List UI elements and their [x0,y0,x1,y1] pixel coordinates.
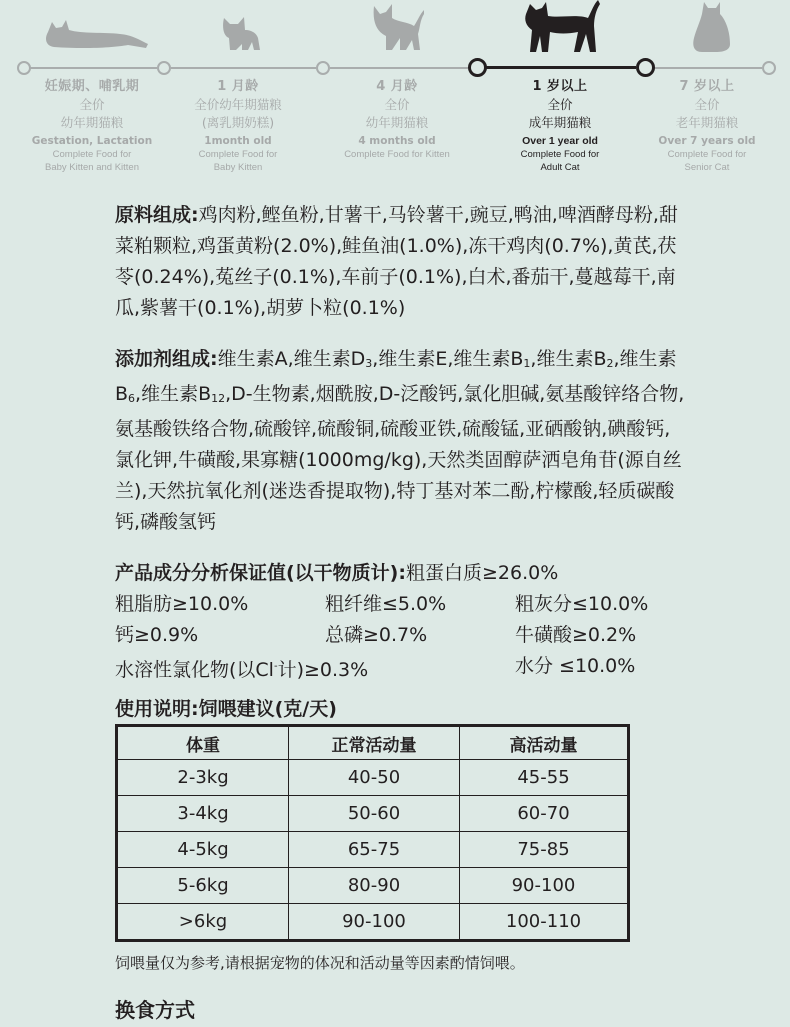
column-header: 高活动量 [460,726,629,760]
additives-text: 维生素A,维生素D [217,348,366,370]
stage-title: 妊娠期、哺乳期 [44,79,140,94]
table-cell: 90-100 [460,868,629,904]
additives-text: ,维生素B [115,348,677,405]
analysis-value: 水分 ≤10.0% [515,655,636,677]
stage-en-title: Over 7 years old [658,135,756,147]
analysis-row [115,620,715,651]
analysis-value: 总磷≥0.7% [325,624,428,646]
adult-cat-icon [522,0,602,54]
stage-sub: 全价 [547,97,573,112]
table-cell: 50-60 [289,796,460,832]
subscript: 6 [128,392,136,405]
analysis-row [115,651,715,686]
stage-en: Complete Food for [198,149,278,160]
stage-en-title: 4 months old [358,135,436,147]
stage-sub: 全价 [384,97,410,112]
timeline-dot-6 [762,61,776,75]
stage-en-title: 1month old [204,135,272,147]
stage-en: Senior Cat [684,162,730,173]
analysis-protein: 粗蛋白质≥26.0% [405,562,559,584]
column-header: 体重 [117,726,289,760]
additives-text: ,维生素E,维生素B [372,348,524,370]
stage-en: Complete Food for Kitten [344,149,450,160]
stage-en: Complete Food for [667,149,747,160]
table-cell: 45-55 [460,760,629,796]
table-header-row [117,726,629,760]
baby-kitten-icon [220,14,262,52]
timeline-dot-3 [316,61,330,75]
stage-title: 1 月龄 [217,79,259,94]
switch-food-heading: 换食方式 [115,998,195,1022]
additives-label: 添加剂组成: [115,348,218,370]
additives-text: ,D-生物素,烟酰胺,D-泛酸钙,氯化胆碱,氨基酸锌络合物,氨基酸铁络合物,硫酸锌,硫酸铜,硫酸亚铁,硫酸锰,亚硒酸钠,碘酸钙,氯化钾,牛磺酸,果寡糖(1000mg/kg),天然类固醇萨洒皂角苷(源自丝兰),天然抗氧化剂(迷迭香提取物),特丁基对苯二酚,柠檬酸,轻质碳酸钙,磷酸氢钙 [115,383,685,533]
analysis-row [115,589,715,620]
superscript: - [273,661,278,672]
stage-sub: 幼年期猫粮 [365,115,429,130]
stage-title: 7 岁以上 [679,79,735,94]
kitten-icon [362,2,426,52]
table-row [117,832,629,868]
stage-sub: 幼年期猫粮 [60,115,124,130]
table-cell: 5-6kg [117,868,289,904]
analysis-section [115,558,715,686]
feeding-table [115,724,630,942]
subscript: 12 [211,392,226,405]
table-cell: 40-50 [289,760,460,796]
analysis-value: 牛磺酸≥0.2% [515,624,637,646]
table-cell: 2-3kg [117,760,289,796]
stage-1-month [163,78,313,174]
additives-text: ,维生素B [135,383,212,405]
stage-en-title: Gestation, Lactation [31,135,153,147]
feeding-title: 使用说明:饲喂建议(克/天) [115,698,337,720]
subscript: 3 [365,357,373,370]
table-cell: 80-90 [289,868,460,904]
stage-title: 4 月龄 [376,79,418,94]
lying-cat-icon [42,12,152,52]
stage-gestation [17,78,167,174]
stage-en: Complete Food for [52,149,132,160]
switch-food-section [115,994,685,1023]
analysis-value [115,651,515,686]
ingredients-text: 鸡肉粉,鲣鱼粉,甘薯干,马铃薯干,豌豆,鸭油,啤酒酵母粉,甜菜粕颗粒,鸡蛋黄粉(2.0%),鲑鱼油(1.0%),冻干鸡肉(0.7%),黄芪,茯苓(0.24%),菟丝子(0.1%),车前子(0.1%),白术,番茄干,蔓越莓干,南瓜,紫薯干(0.1%),胡萝卜粒(0.1%) [115,204,678,319]
table-cell: 75-85 [460,832,629,868]
stage-sub: 全价 [694,97,720,112]
column-header: 正常活动量 [289,726,460,760]
table-row [117,760,629,796]
table-cell: 4-5kg [117,832,289,868]
analysis-value: 钙≥0.9% [115,624,199,646]
stage-sub: 全价 [79,97,105,112]
stage-title: 1 岁以上 [532,79,588,94]
stage-en-title: Over 1 year old [522,135,598,147]
stage-en: Adult Cat [540,162,580,173]
timeline-dot-5 [636,58,655,77]
additives-text: ,维生素B [530,348,607,370]
stage-sub: 老年期猫粮 [675,115,739,130]
senior-cat-icon [690,0,734,52]
stage-adult [485,78,635,174]
table-cell: 65-75 [289,832,460,868]
stage-senior [632,78,782,174]
table-row [117,796,629,832]
table-cell: 3-4kg [117,796,289,832]
subscript: 1 [523,357,531,370]
analysis-value: 粗纤维≤5.0% [325,593,447,615]
feeding-section [115,696,685,974]
ingredients-section [115,200,685,324]
stage-sub: 成年期猫粮 [528,115,592,130]
subscript: 2 [606,357,614,370]
table-cell: 60-70 [460,796,629,832]
chloride-text: 水溶性氯化物(以Cl [115,659,274,681]
stage-en: Baby Kitten [213,162,263,173]
analysis-value: 粗脂肪≥10.0% [115,593,249,615]
chloride-text: 计)≥0.3% [277,659,369,681]
stage-sub: 全价幼年期猫粮 [194,97,282,112]
stage-en: Baby Kitten and Kitten [44,162,139,173]
feeding-note: 饲喂量仅为参考,请根据宠物的体况和活动量等因素酌情饲喂。 [115,954,525,972]
life-stage-timeline [0,0,790,185]
stage-sub: (离乳期奶糕) [201,115,275,130]
timeline-dot-1 [17,61,31,75]
additives-section [115,344,685,538]
table-cell: 100-110 [460,904,629,941]
timeline-dot-2 [157,61,171,75]
analysis-label: 产品成分分析保证值(以干物质计): [115,562,406,584]
table-row [117,868,629,904]
timeline-dot-4 [468,58,487,77]
table-cell: 90-100 [289,904,460,941]
analysis-value: 粗灰分≤10.0% [515,593,649,615]
stage-4-months [322,78,472,161]
stage-en: Complete Food for [520,149,600,160]
table-row [117,904,629,941]
table-cell: >6kg [117,904,289,941]
ingredients-label: 原料组成: [115,204,199,226]
